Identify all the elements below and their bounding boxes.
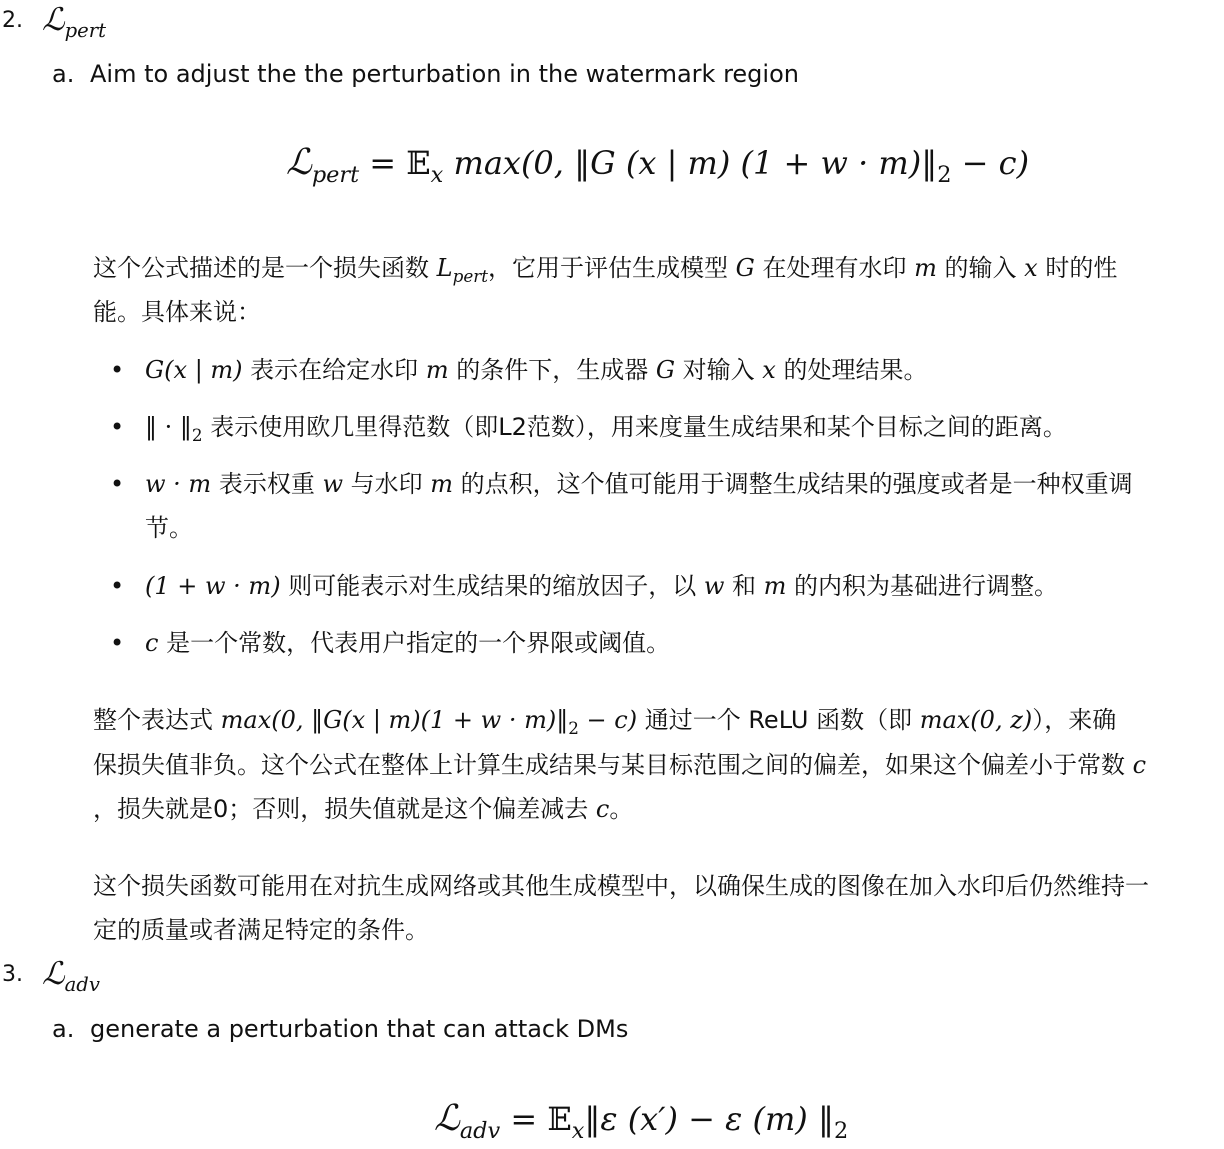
bullet-dot: • (110, 470, 125, 498)
formula-body: ‖ε (x′) − ε (m) ‖ (584, 1100, 834, 1138)
bullet-4-math-w: w (703, 572, 725, 600)
summary-math-1-tail: − c) (578, 706, 638, 734)
bullet-1 (145, 348, 927, 392)
bullet-4-text-2: 和 (724, 572, 764, 600)
summary-math-1: max(0, ‖G(x | m)(1 + w · m)‖ (220, 706, 569, 734)
summary-line-3 (93, 787, 633, 831)
bullet-3-text-3: 的点积，这个值可能用于调整生成结果的强度或者是一种权重调 (453, 470, 1133, 498)
summary-text-1: 整个表达式 (93, 706, 221, 734)
intro-text-4: 的输入 (936, 254, 1025, 282)
formula-lpert (286, 142, 1029, 188)
bullet-1-math-m: m (425, 356, 449, 384)
intro-text-5: 时的性 (1037, 254, 1118, 282)
bullet-2-math: ‖ · ‖ (145, 413, 192, 441)
intro-math-l: L (436, 254, 453, 282)
summary-line-2 (93, 743, 1146, 787)
intro-line-2: 能。具体来说： (93, 298, 261, 326)
closing-line-1: 这个损失函数可能用在对抗生成网络或其他生成模型中，以确保生成的图像在加入水印后仍然维持一 (93, 872, 1149, 900)
sub-label-2a: a. (52, 60, 75, 88)
intro-math-l-sub: pert (452, 265, 489, 286)
summary-text-end: 。 (609, 795, 634, 823)
intro-math-g: G (735, 254, 755, 282)
closing-line-2: 定的质量或者满足特定的条件。 (93, 916, 429, 944)
bullet-1-math: G(x | m) (145, 356, 243, 384)
formula-expectation: = 𝔼 (369, 144, 431, 182)
loss-subscript: pert (64, 18, 106, 42)
bullet-dot: • (110, 413, 125, 441)
bullet-4-text: 则可能表示对生成结果的缩放因子，以 (280, 572, 704, 600)
item-2-title (42, 2, 106, 42)
intro-text-2: ，它用于评估生成模型 (488, 254, 736, 282)
loss-symbol: ℒ (42, 956, 65, 992)
bullet-4-text-3: 的内积为基础进行调整。 (786, 572, 1059, 600)
intro-math-m: m (914, 254, 937, 282)
sub-text-3a: generate a perturbation that can attack DMs (90, 1015, 629, 1043)
summary-math-c: c (1132, 751, 1147, 779)
bullet-2-text: 表示使用欧几里得范数（即L2范数），用来度量生成结果和某个目标之间的距离。 (202, 413, 1067, 441)
bullet-5-text: 是一个常数，代表用户指定的一个界限或阈值。 (158, 629, 671, 657)
formula-ladv (434, 1098, 848, 1144)
bullet-2 (145, 405, 1067, 457)
bullet-dot: • (110, 629, 125, 657)
bullet-3-math-w: w (322, 470, 343, 498)
bullet-5 (145, 621, 670, 665)
bullet-4 (145, 564, 1058, 608)
sub-label-3a: a. (52, 1015, 75, 1043)
bullet-dot: • (110, 356, 125, 384)
summary-text-line-3: ，损失就是0；否则，损失值就是这个偏差减去 (93, 795, 596, 823)
formula-lhs: ℒ (434, 1098, 460, 1139)
bullet-1-text-4: 的处理结果。 (775, 356, 928, 384)
list-number-3: 3. (2, 962, 23, 987)
bullet-3 (145, 462, 1133, 506)
summary-text-line-2: 保损失值非负。这个公式在整体上计算生成结果与某目标范围之间的偏差，如果这个偏差小于常数 (93, 751, 1133, 779)
formula-body: max(0, ‖G (x | m) (1 + w · m)‖ (443, 144, 938, 182)
formula-lhs: ℒ (286, 142, 312, 183)
summary-text-2: 通过一个 ReLU 函数（即 (637, 706, 920, 734)
bullet-3-line-2: 节。 (145, 514, 193, 542)
sub-text-2a: Aim to adjust the the perturbation in the watermark region (90, 60, 799, 88)
bullet-3-math: w · m (145, 470, 212, 498)
formula-expectation-sub: x (430, 161, 444, 188)
loss-symbol: ℒ (42, 2, 65, 38)
list-number-2: 2. (2, 8, 23, 33)
formula-lhs-sub: adv (459, 1117, 501, 1144)
bullet-4-math-m: m (763, 572, 787, 600)
bullet-3-text: 表示权重 (211, 470, 323, 498)
summary-text-3: ），来确 (1032, 706, 1117, 734)
item-3-title (42, 956, 100, 996)
formula-expectation-sub: x (571, 1117, 585, 1144)
bullet-dot: • (110, 572, 125, 600)
bullet-1-math-x: x (762, 356, 776, 384)
bullet-1-math-g: G (655, 356, 676, 384)
summary-math-c-2: c (595, 795, 610, 823)
formula-norm-sub: 2 (833, 1117, 849, 1144)
formula-expectation: = 𝔼 (510, 1100, 572, 1138)
bullet-1-text: 表示在给定水印 (242, 356, 426, 384)
summary-math-2: max(0, z) (919, 706, 1033, 734)
bullet-1-text-3: 对输入 (675, 356, 763, 384)
bullet-3-math-m: m (430, 470, 454, 498)
bullet-5-math: c (145, 629, 159, 657)
intro-text-3: 在处理有水印 (754, 254, 915, 282)
formula-lhs-sub: pert (311, 161, 360, 188)
formula-norm-sub: 2 (937, 161, 952, 188)
bullet-3-text-2: 与水印 (343, 470, 431, 498)
intro-text-1: 这个公式描述的是一个损失函数 (93, 254, 437, 282)
summary-math-1-sub: 2 (568, 717, 579, 738)
intro-math-x: x (1024, 254, 1038, 282)
loss-subscript: adv (64, 972, 100, 996)
formula-tail: − c) (951, 144, 1030, 182)
bullet-2-math-sub: 2 (191, 424, 203, 445)
bullet-1-text-2: 的条件下，生成器 (448, 356, 656, 384)
bullet-4-math: (1 + w · m) (145, 572, 281, 600)
